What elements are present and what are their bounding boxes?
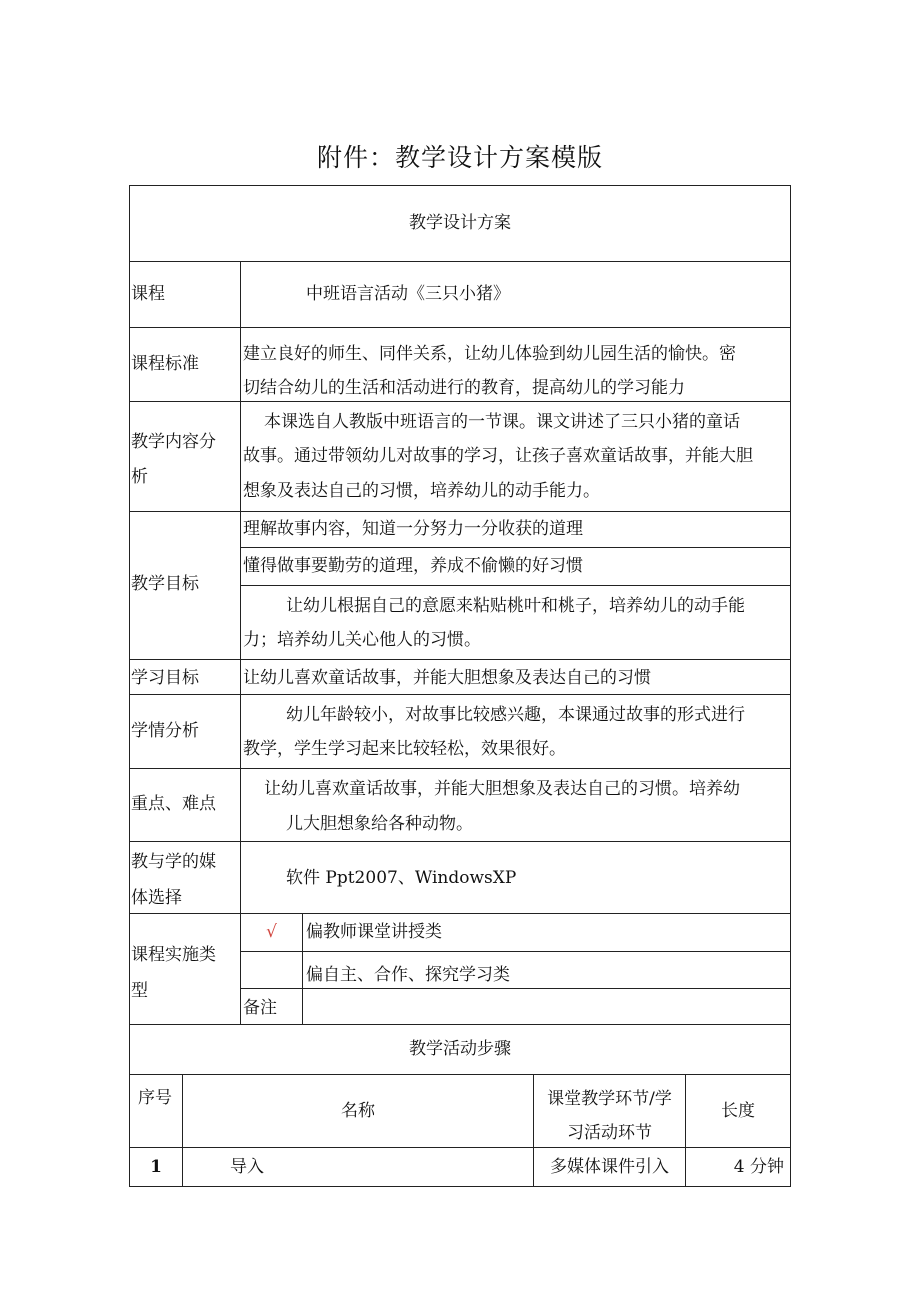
row-phase: 多媒体课件引入	[550, 1157, 669, 1177]
type-option-2: 偏自主、合作、探究学习类	[306, 965, 510, 985]
course-value: 中班语言活动《三只小猪》	[306, 284, 510, 304]
standard-label: 课程标准	[131, 354, 199, 374]
learn-label: 学习目标	[131, 668, 199, 688]
standard-line-1: 建立良好的师生、同伴关系，让幼儿体验到幼儿园生活的愉快。密	[243, 344, 736, 364]
content-label-1: 教学内容分	[131, 432, 216, 452]
col-name: 名称	[341, 1101, 375, 1121]
goal-3-line-2: 力；培养幼儿关心他人的习惯。	[243, 630, 481, 650]
row-no: 1	[150, 1157, 162, 1177]
goal-3-line-1: 让幼儿根据自己的意愿来粘贴桃叶和桃子，培养幼儿的动手能	[286, 596, 745, 616]
goal-1: 理解故事内容，知道一分努力一分收获的道理	[243, 519, 583, 539]
col-phase-2: 习活动环节	[567, 1123, 652, 1143]
media-label-2: 体选择	[131, 888, 182, 908]
goal-2: 懂得做事要勤劳的道理，养成不偷懒的好习惯	[243, 556, 583, 576]
key-line-2: 儿大胆想象给各种动物。	[286, 814, 473, 834]
content-line-3: 想象及表达自己的习惯，培养幼儿的动手能力。	[243, 481, 600, 501]
standard-line-2: 切结合幼儿的生活和活动进行的教育，提高幼儿的学习能力	[243, 378, 685, 398]
course-label: 课程	[131, 284, 165, 304]
type-option-1: 偏教师课堂讲授类	[306, 922, 442, 942]
media-label-1: 教与学的媒	[131, 852, 216, 872]
analysis-line-2: 教学，学生学习起来比较轻松，效果很好。	[243, 739, 566, 759]
col-length: 长度	[721, 1101, 755, 1121]
content-label-2: 析	[131, 467, 148, 487]
media-value: 软件 Ppt2007、WindowsXP	[286, 868, 517, 888]
plan-heading: 教学设计方案	[409, 213, 511, 233]
type-label-2: 型	[131, 981, 148, 1001]
key-label: 重点、难点	[131, 794, 216, 814]
remark-label: 备注	[243, 998, 277, 1018]
row-name: 导入	[230, 1157, 264, 1177]
goal-label: 教学目标	[131, 574, 199, 594]
content-line-2: 故事。通过带领幼儿对故事的学习，让孩子喜欢童话故事，并能大胆	[243, 446, 753, 466]
row-length: 4 分钟	[733, 1157, 784, 1177]
page-title: 附件：教学设计方案模版	[316, 143, 603, 172]
type-label-1: 课程实施类	[131, 945, 216, 965]
analysis-line-1: 幼儿年龄较小，对故事比较感兴趣，本课通过故事的形式进行	[286, 705, 745, 725]
analysis-label: 学情分析	[131, 721, 199, 741]
steps-heading: 教学活动步骤	[409, 1039, 511, 1059]
type-check-mark: √	[266, 922, 277, 942]
content-line-1: 本课选自人教版中班语言的一节课。课文讲述了三只小猪的童话	[264, 412, 740, 432]
learn-value: 让幼儿喜欢童话故事，并能大胆想象及表达自己的习惯	[243, 668, 651, 688]
key-line-1: 让幼儿喜欢童话故事，并能大胆想象及表达自己的习惯。培养幼	[264, 779, 740, 799]
col-no: 序号	[138, 1088, 172, 1108]
col-phase-1: 课堂教学环节/学	[547, 1089, 672, 1109]
